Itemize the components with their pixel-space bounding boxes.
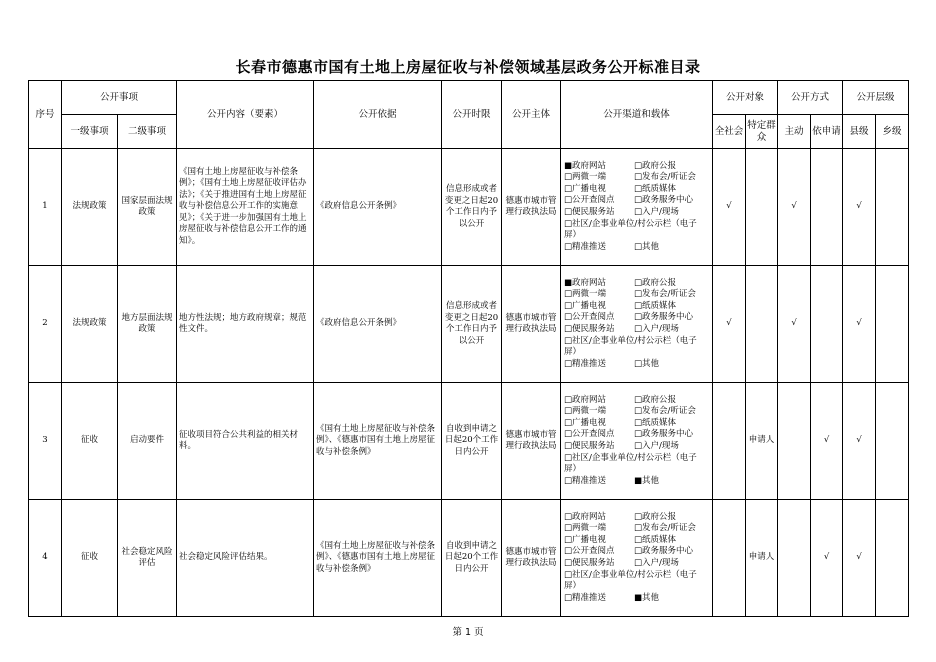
row-target-all	[713, 500, 746, 617]
channel-option: □两微一端	[564, 523, 607, 534]
row-subject: 德惠市城市管理行政执法局	[502, 383, 561, 500]
header-level2: 二级事项	[118, 115, 177, 149]
channel-option: □公开查阅点	[564, 429, 615, 440]
row-seq: 1	[29, 149, 62, 266]
channel-option: □发布会/听证会	[634, 289, 696, 300]
header-level1: 一级事项	[62, 115, 118, 149]
row-channels	[561, 266, 713, 383]
row-level1: 征收	[62, 383, 118, 500]
channel-option: □纸质媒体	[634, 417, 677, 428]
channel-option: □政府网站	[564, 394, 607, 405]
channel-option: □两微一端	[564, 172, 607, 183]
channel-option: □便民服务站	[564, 558, 615, 568]
row-seq: 2	[29, 266, 62, 383]
row-target-specific	[746, 266, 778, 383]
row-subject: 德惠市城市管理行政执法局	[502, 500, 561, 617]
header-target-specific: 特定群众	[746, 115, 778, 149]
header-timelimit: 公开时限	[442, 81, 502, 149]
row-method-apply: √	[811, 383, 843, 500]
row-level2: 国家层面法规政策	[118, 149, 177, 266]
channel-option: □广播电视	[564, 534, 607, 545]
header-level-county: 县级	[843, 115, 876, 149]
row-seq: 4	[29, 500, 62, 617]
row-level-county: √	[843, 149, 876, 266]
channel-option: □广播电视	[564, 183, 607, 194]
header-content: 公开内容（要素）	[177, 81, 314, 149]
channel-option: □其他	[634, 241, 660, 252]
channel-option: □纸质媒体	[634, 183, 677, 194]
row-timelimit: 信息形成或者变更之日起20个工作日内予以公开	[442, 266, 502, 383]
channel-option: □政府公报	[634, 394, 677, 405]
channel-option: □政务服务中心	[634, 429, 694, 440]
row-level-county: √	[843, 266, 876, 383]
table-row	[29, 149, 909, 266]
row-level-town	[876, 500, 909, 617]
row-level2: 社会稳定风险评估	[118, 500, 177, 617]
row-timelimit: 信息形成或者变更之日起20个工作日内予以公开	[442, 149, 502, 266]
header-seq: 序号	[29, 81, 62, 149]
row-target-specific: 申请人	[746, 500, 778, 617]
row-content: 地方性法规；地方政府规章；规范性文件。	[177, 266, 314, 383]
row-content: 社会稳定风险评估结果。	[177, 500, 314, 617]
row-timelimit: 自收到申请之日起20个工作日内公开	[442, 383, 502, 500]
row-target-specific	[746, 149, 778, 266]
channel-option: □精准推送	[564, 592, 607, 603]
header-method: 公开方式	[778, 81, 843, 115]
row-level2: 地方层面法规政策	[118, 266, 177, 383]
row-level-county: √	[843, 383, 876, 500]
table-row	[29, 266, 909, 383]
row-level-town	[876, 266, 909, 383]
channel-option: □政务服务中心	[634, 312, 694, 323]
row-target-specific: 申请人	[746, 383, 778, 500]
header-level-town: 乡级	[876, 115, 909, 149]
channel-option: □纸质媒体	[634, 300, 677, 311]
channel-option: □纸质媒体	[634, 534, 677, 545]
channel-option: □精准推送	[564, 358, 607, 369]
row-basis: 《国有土地上房屋征收与补偿条例》、《德惠市国有土地上房屋征收与补偿条例》	[314, 500, 442, 617]
row-target-all: √	[713, 149, 746, 266]
channel-option: □社区/企事业单位/村公示栏（电子屏）	[564, 218, 697, 241]
row-channels	[561, 383, 713, 500]
row-method-apply: √	[811, 500, 843, 617]
row-target-all: √	[713, 266, 746, 383]
channel-option: □公开查阅点	[564, 312, 615, 323]
row-content: 《国有土地上房屋征收与补偿条例》；《国有土地上房屋征收评估办法》；《关于推进国有土地上房屋征收与补偿信息公开工作的实施意见》；《关于进一步加强国有土地上房屋征收与补偿信息公开工作的通知》。	[177, 149, 314, 266]
channel-option: □政府公报	[634, 160, 677, 171]
channel-option: □社区/企事业单位/村公示栏（电子屏）	[564, 569, 697, 592]
header-subject: 公开主体	[502, 81, 561, 149]
channel-option: □政务服务中心	[634, 546, 694, 557]
channel-option: ■其他	[634, 475, 660, 486]
channel-option: □发布会/听证会	[634, 406, 696, 417]
row-method-active	[778, 500, 811, 617]
row-method-apply	[811, 149, 843, 266]
channel-option: □入户/现场	[634, 324, 679, 334]
header-basis: 公开依据	[314, 81, 442, 149]
channel-option: □公开查阅点	[564, 195, 615, 206]
header-target-all: 全社会	[713, 115, 746, 149]
row-level-town	[876, 383, 909, 500]
channel-option: □政府公报	[634, 277, 677, 288]
row-level1: 法规政策	[62, 266, 118, 383]
channel-option: □入户/现场	[634, 207, 679, 217]
row-subject: 德惠市城市管理行政执法局	[502, 149, 561, 266]
channel-option: □广播电视	[564, 417, 607, 428]
header-row-1	[29, 81, 909, 115]
row-method-apply	[811, 266, 843, 383]
catalog-table	[28, 80, 909, 617]
header-level: 公开层级	[843, 81, 909, 115]
row-method-active: √	[778, 149, 811, 266]
channel-option: □便民服务站	[564, 207, 615, 217]
header-channels: 公开渠道和载体	[561, 81, 713, 149]
header-target: 公开对象	[713, 81, 778, 115]
row-level2: 启动要件	[118, 383, 177, 500]
row-basis: 《政府信息公开条例》	[314, 266, 442, 383]
channel-option: □精准推送	[564, 475, 607, 486]
channel-option: □入户/现场	[634, 558, 679, 568]
row-method-active	[778, 383, 811, 500]
channel-option: □政府网站	[564, 511, 607, 522]
channel-option: □两微一端	[564, 406, 607, 417]
channel-option: □公开查阅点	[564, 546, 615, 557]
header-method-apply: 依申请	[811, 115, 843, 149]
channel-option: ■其他	[634, 592, 660, 603]
row-channels	[561, 149, 713, 266]
row-basis: 《国有土地上房屋征收与补偿条例》、《德惠市国有土地上房屋征收与补偿条例》	[314, 383, 442, 500]
channel-option: □发布会/听证会	[634, 172, 696, 183]
row-seq: 3	[29, 383, 62, 500]
row-level-town	[876, 149, 909, 266]
table-row	[29, 383, 909, 500]
row-level-county: √	[843, 500, 876, 617]
channel-option: □便民服务站	[564, 441, 615, 451]
row-channels	[561, 500, 713, 617]
row-basis: 《政府信息公开条例》	[314, 149, 442, 266]
channel-option: □政务服务中心	[634, 195, 694, 206]
row-level1: 征收	[62, 500, 118, 617]
channel-option: ■政府网站	[564, 160, 607, 171]
channel-option: □两微一端	[564, 289, 607, 300]
page-number: 第 1 页	[452, 627, 484, 638]
channel-option: □社区/企事业单位/村公示栏（电子屏）	[564, 452, 697, 475]
row-method-active: √	[778, 266, 811, 383]
channel-option: □精准推送	[564, 241, 607, 252]
channel-option: ■政府网站	[564, 277, 607, 288]
channel-option: □其他	[634, 358, 660, 369]
row-target-all	[713, 383, 746, 500]
row-content: 征收项目符合公共利益的相关材料。	[177, 383, 314, 500]
channel-option: □政府公报	[634, 511, 677, 522]
channel-option: □便民服务站	[564, 324, 615, 334]
channel-option: □广播电视	[564, 300, 607, 311]
channel-option: □入户/现场	[634, 441, 679, 451]
page-title: 长春市德惠市国有土地上房屋征收与补偿领域基层政务公开标准目录	[235, 58, 701, 76]
channel-option: □社区/企事业单位/村公示栏（电子屏）	[564, 335, 697, 358]
table-row	[29, 500, 909, 617]
row-timelimit: 自收到申请之日起20个工作日内公开	[442, 500, 502, 617]
row-level1: 法规政策	[62, 149, 118, 266]
channel-option: □发布会/听证会	[634, 523, 696, 534]
row-subject: 德惠市城市管理行政执法局	[502, 266, 561, 383]
header-items: 公开事项	[62, 81, 177, 115]
header-method-active: 主动	[778, 115, 811, 149]
